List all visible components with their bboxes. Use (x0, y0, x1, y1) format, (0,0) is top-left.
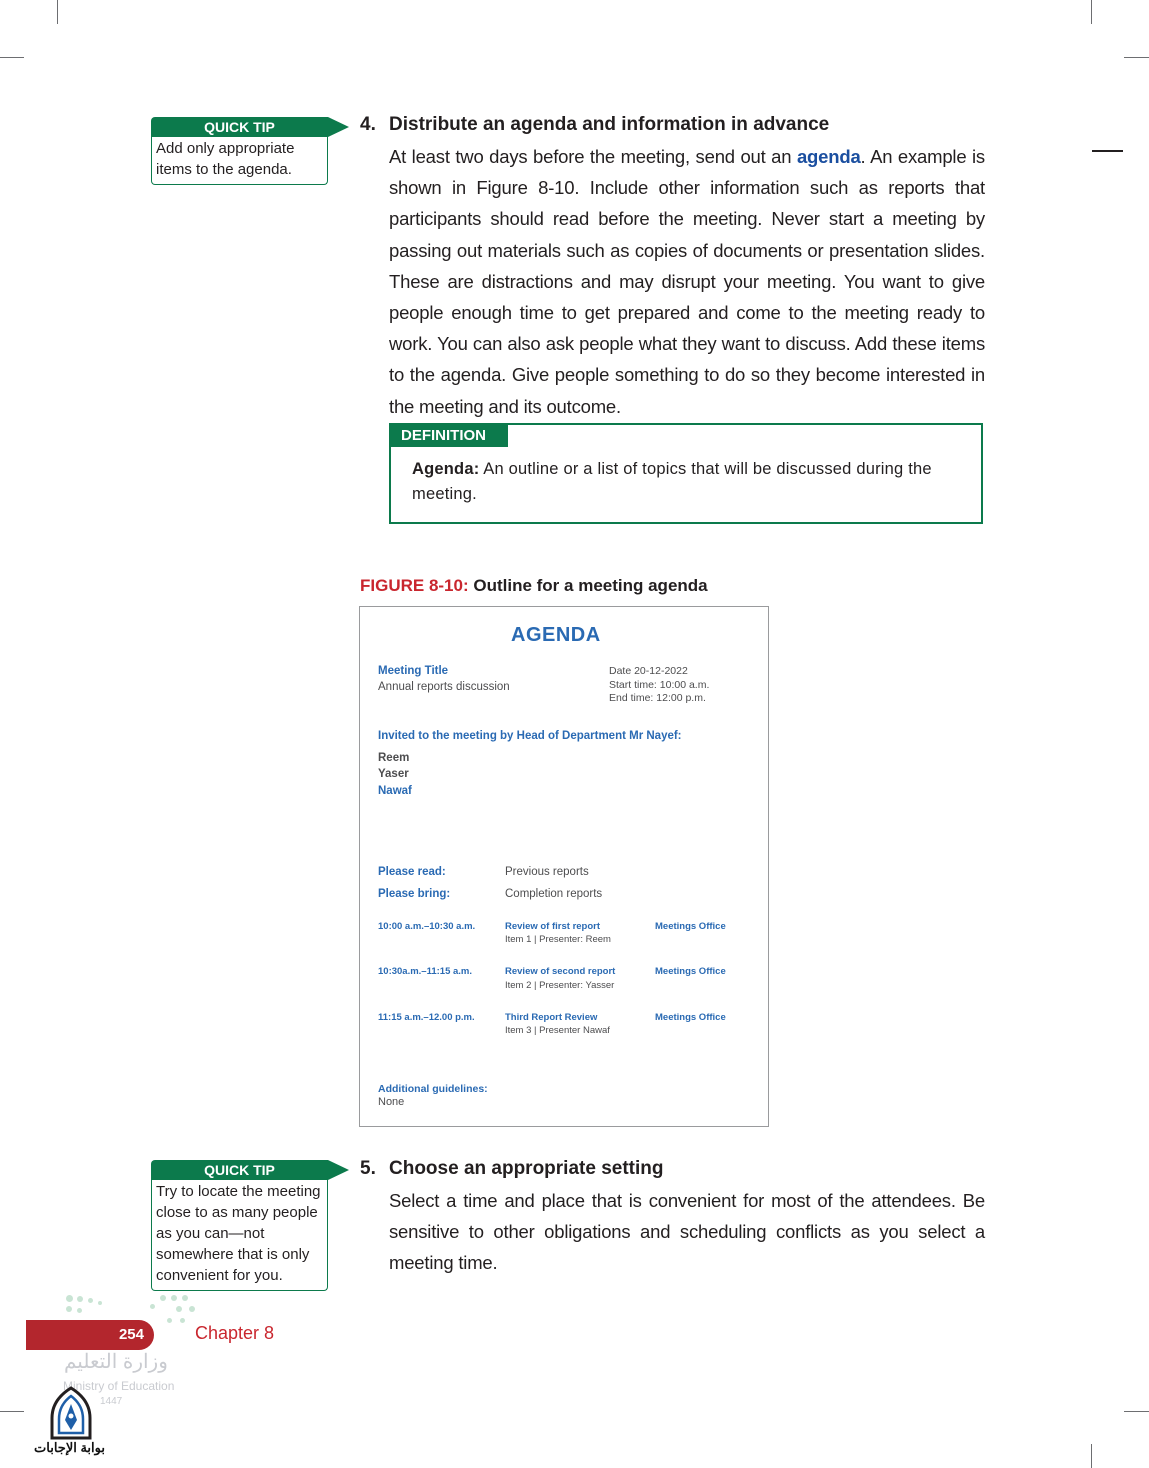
decor-dot (160, 1295, 166, 1301)
item-title: Review of second report (505, 966, 616, 977)
agenda-figure (359, 606, 769, 1127)
decor-dot (176, 1306, 182, 1312)
meeting-date: Date 20-12-2022 (609, 665, 688, 677)
definition-header: DEFINITION (391, 425, 508, 447)
quick-tip-header: QUICK TIP (151, 117, 328, 137)
decor-dot (171, 1295, 177, 1301)
decor-dot (66, 1306, 72, 1312)
item-title: Review of first report (505, 921, 601, 932)
item-detail: Item 3 | Presenter Nawaf (505, 1025, 610, 1036)
section-paragraph (389, 141, 985, 422)
chapter-label: Chapter 8 (195, 1323, 275, 1343)
figure-title: Outline for a meeting agenda (468, 576, 708, 595)
page-number-badge: 254 (26, 1320, 154, 1350)
invited-label: Invited to the meeting by Head of Department Mr Nayef: (378, 730, 682, 742)
decor-dot (77, 1308, 82, 1313)
ministry-name-english: Ministry of Education (63, 1379, 175, 1393)
portal-logo-icon (48, 1386, 94, 1440)
figure-caption (360, 576, 708, 596)
section-number: 4. (360, 114, 376, 135)
decor-dot (150, 1304, 155, 1309)
keyword-link[interactable]: agenda (796, 146, 861, 167)
item-time: 10:30a.m.–11:15 a.m. (378, 966, 473, 977)
ministry-year: 1447 (100, 1396, 123, 1407)
decor-dot (180, 1318, 185, 1323)
decor-dot (167, 1318, 172, 1323)
item-location: Meetings Office (655, 1012, 726, 1023)
crop-mark (1092, 150, 1123, 152)
crop-mark (0, 57, 24, 58)
item-detail: Item 1 | Presenter: Reem (505, 934, 611, 945)
section-paragraph: Select a time and place that is convenient for most of the attendees. Be sensitive to other obligations and scheduling conflicts as you select a meeting time. (389, 1190, 985, 1274)
definition-body: An outline or a list of topics that will be discussed during the meeting. (412, 460, 932, 503)
crop-mark (1091, 0, 1092, 24)
item-location: Meetings Office (655, 921, 726, 932)
item-detail: Item 2 | Presenter: Yasser (505, 980, 615, 991)
section-heading: Distribute an agenda and information in advance (389, 114, 830, 135)
please-read-label: Please read: (378, 866, 446, 878)
crop-mark (1124, 57, 1149, 58)
meeting-title-value: Annual reports discussion (378, 681, 510, 693)
item-title: Third Report Review (505, 1012, 598, 1023)
decor-dot (77, 1296, 83, 1302)
quick-tip-box (151, 117, 328, 185)
definition-box (389, 423, 983, 524)
decor-dot (182, 1295, 188, 1301)
figure-label: FIGURE 8-10: (360, 576, 469, 595)
invitee: Nawaf (378, 785, 412, 797)
decor-dot (189, 1306, 195, 1312)
crop-mark (1091, 1444, 1092, 1468)
meeting-start-time: Start time: 10:00 a.m. (609, 679, 710, 691)
meeting-title-label: Meeting Title (378, 665, 449, 677)
invitee: Yaser (378, 768, 409, 780)
paragraph-text: At least two days before the meeting, send out an (389, 146, 797, 167)
item-time: 11:15 a.m.–12.00 p.m. (378, 1012, 475, 1023)
please-bring-label: Please bring: (378, 888, 451, 900)
decor-dot (66, 1295, 73, 1302)
invitee: Reem (378, 752, 410, 764)
item-time: 10:00 a.m.–10:30 a.m. (378, 921, 476, 932)
ministry-name-arabic: وزارة التعليم (64, 1351, 168, 1373)
guidelines-label: Additional guidelines: (378, 1083, 488, 1095)
meeting-end-time: End time: 12:00 p.m. (609, 692, 706, 704)
item-location: Meetings Office (655, 966, 726, 977)
definition-text (412, 457, 964, 507)
quick-tip-text: Try to locate the meeting close to as many people as you can—not somewhere that is only convenient for you. (151, 1180, 328, 1291)
please-bring-value: Completion reports (505, 888, 603, 900)
please-read-value: Previous reports (505, 866, 589, 878)
quick-tip-header: QUICK TIP (151, 1160, 328, 1180)
crop-mark (57, 0, 58, 24)
crop-mark (1124, 1411, 1149, 1412)
decor-dot (88, 1298, 93, 1303)
paragraph-text: . An example is shown in Figure 8-10. Include other information such as reports that participants should read before the meeting. Never start a meeting by passing out materials such as copies of documents or presentation slides. These are distractions and may disrupt your meeting. You want to give people enough time to get prepared and come to the meeting ready to work. You can also ask people what they want to discuss. Add these items to the agenda. Give people something to do so they become interested in the meeting and its outcome. (389, 146, 985, 417)
section-number: 5. (360, 1158, 376, 1179)
decor-dot (98, 1301, 102, 1305)
guidelines-value: None (378, 1096, 405, 1108)
agenda-title: AGENDA (511, 624, 601, 646)
quick-tip-box (151, 1160, 328, 1291)
quick-tip-text: Add only appropriate items to the agenda. (151, 137, 328, 185)
definition-term: Agenda: (412, 460, 480, 478)
crop-mark (0, 1411, 24, 1412)
section-heading: Choose an appropriate setting (389, 1158, 664, 1179)
portal-logo-text: بوابة الإجابات (34, 1440, 105, 1455)
